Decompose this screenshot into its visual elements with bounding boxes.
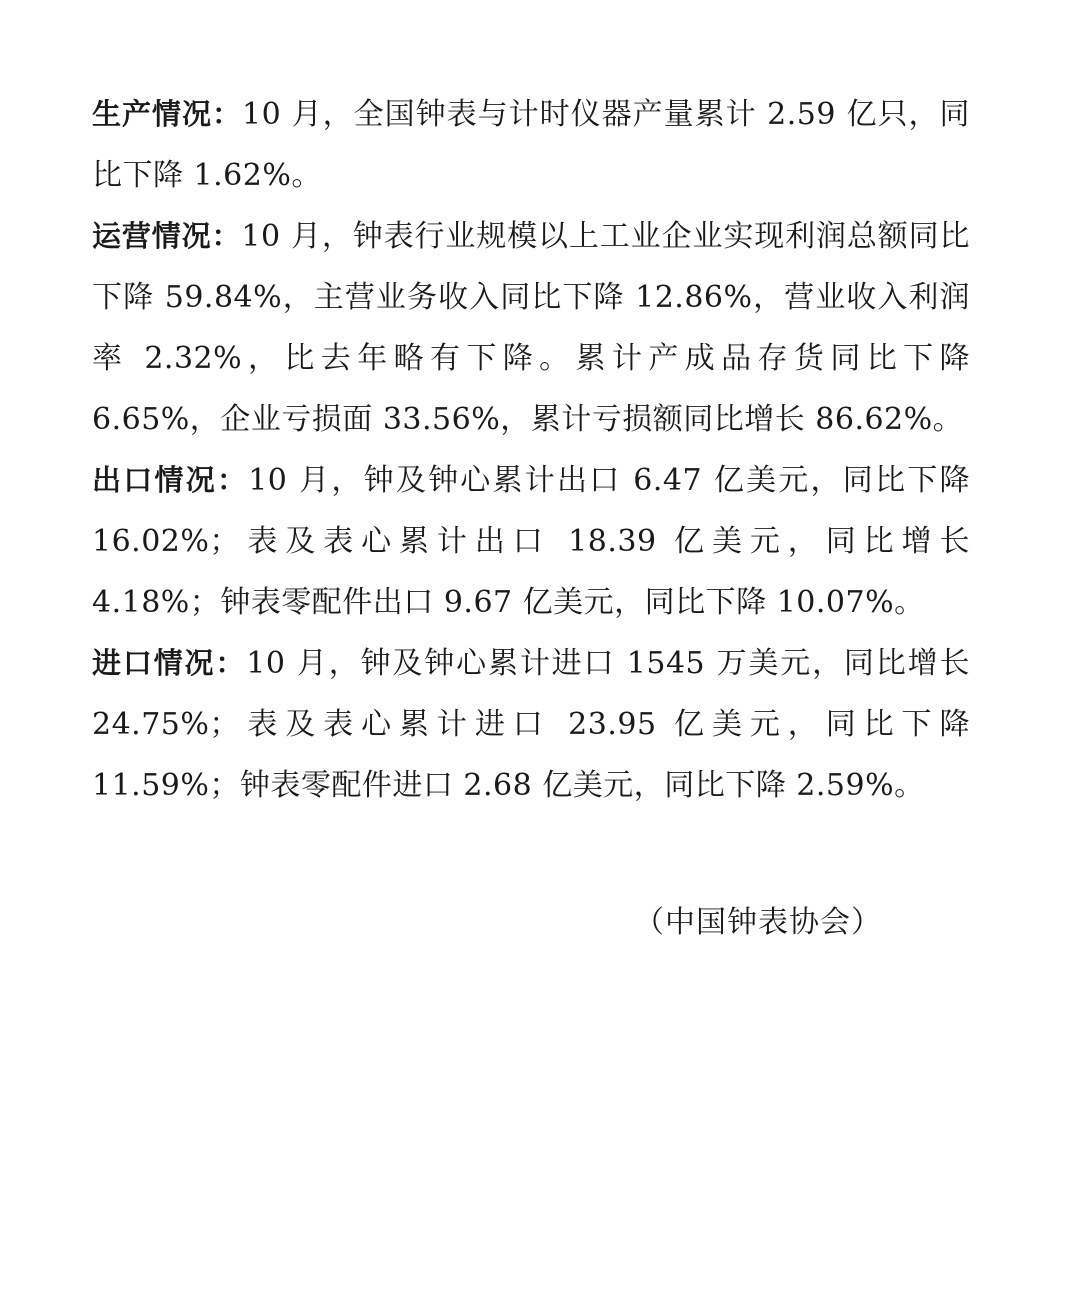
import-paragraph (92, 633, 970, 816)
operation-text: 10 月，钟表行业规模以上工业企业实现利润总额同比下降 59.84%，主营业务收入同比下降 12.86%，营业收入利润率 2.32%，比去年略有下降。累计产成品存货同比下降 6.65%，企业亏损面 33.56%，累计亏损额同比增长 86.62%。 (92, 219, 970, 437)
source-attribution: （中国钟表协会） (634, 905, 882, 940)
export-paragraph (92, 450, 970, 633)
production-paragraph (92, 84, 970, 206)
production-text: 10 月，全国钟表与计时仪器产量累计 2.59 亿只，同比下降 1.62%。 (92, 97, 970, 193)
operation-heading: 运营情况： (92, 219, 242, 253)
production-heading: 生产情况： (92, 97, 242, 131)
document-body (92, 84, 970, 816)
import-text: 10 月，钟及钟心累计进口 1545 万美元，同比增长 24.75%；表及表心累计进口 23.95 亿美元，同比下降 11.59%；钟表零配件进口 2.68 亿美元，同比下降 2.59%。 (92, 646, 970, 803)
operation-paragraph (92, 206, 970, 450)
import-heading: 进口情况： (92, 646, 247, 680)
export-text: 10 月，钟及钟心累计出口 6.47 亿美元，同比下降 16.02%；表及表心累计出口 18.39 亿美元，同比增长 4.18%；钟表零配件出口 9.67 亿美元，同比下降 10.07%。 (92, 463, 970, 620)
export-heading: 出口情况： (92, 463, 249, 497)
